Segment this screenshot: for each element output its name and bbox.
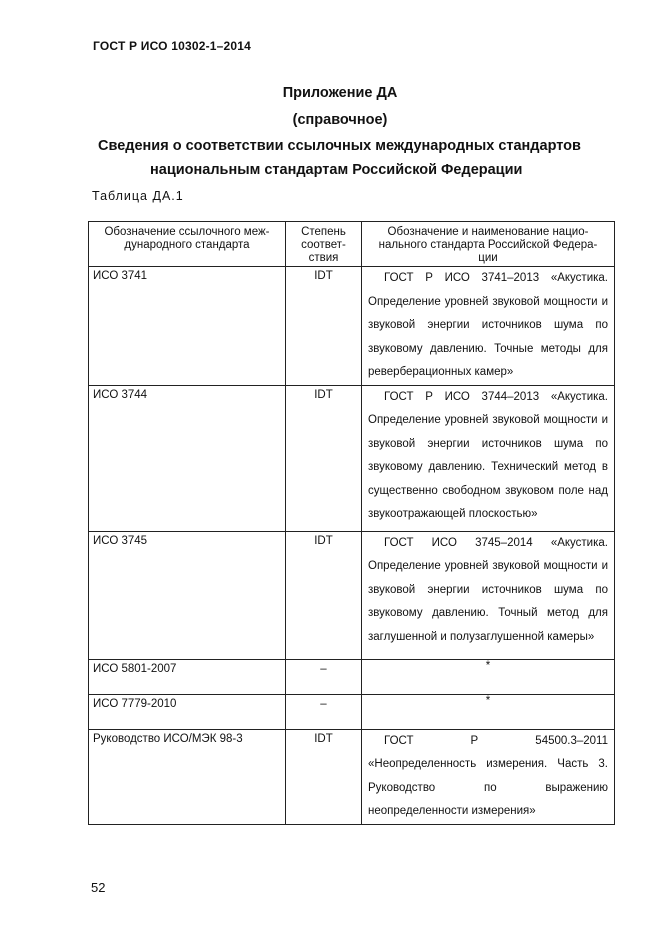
cell-degree: IDT bbox=[286, 729, 362, 824]
cell-national: * bbox=[362, 694, 615, 729]
appendix-heading-line-2: национальным стандартам Российской Федерации bbox=[150, 162, 523, 178]
cell-degree: IDT bbox=[286, 385, 362, 531]
table-row bbox=[89, 385, 615, 531]
correspondence-table bbox=[88, 221, 615, 825]
table-row bbox=[89, 531, 615, 659]
header-degree: Степень соответ- ствия bbox=[286, 222, 362, 267]
cell-degree: IDT bbox=[286, 531, 362, 659]
appendix-heading-line-1: Сведения о соответствии ссылочных международных стандартов bbox=[98, 138, 581, 154]
cell-code: ИСО 7779-2010 bbox=[89, 694, 286, 729]
cell-code: ИСО 3745 bbox=[89, 531, 286, 659]
cell-code: Руководство ИСО/МЭК 98-3 bbox=[89, 729, 286, 824]
cell-national: ГОСТ Р ИСО 3744–2013 «Акустика. Определение уровней звуковой мощности и звуковой энергии источников шума по звуковому давлению. Технический метод в существенно свободном звуковом поле над звукоотражающей плоскостью» bbox=[362, 385, 615, 531]
cell-national: * bbox=[362, 659, 615, 694]
table-row bbox=[89, 729, 615, 824]
page-number: 52 bbox=[91, 880, 106, 895]
cell-degree: – bbox=[286, 694, 362, 729]
header-national-standard: Обозначение и наименование нацио- нального стандарта Российской Федера- ции bbox=[362, 222, 615, 267]
cell-national: ГОСТ Р 54500.3–2011 «Неопределенность измерения. Часть 3. Руководство по выражению неопределенности измерения» bbox=[362, 729, 615, 824]
appendix-note: (справочное) bbox=[292, 112, 388, 128]
table-caption: Таблица ДА.1 bbox=[92, 189, 184, 203]
cell-national: ГОСТ Р ИСО 3741–2013 «Акустика. Определение уровней звуковой мощности и звуковой энергии источников шума по звуковому давлению. Точные методы для реверберационных камер» bbox=[362, 267, 615, 386]
cell-code: ИСО 3744 bbox=[89, 385, 286, 531]
document-id-header: ГОСТ Р ИСО 10302-1–2014 bbox=[93, 39, 252, 53]
header-international-standard: Обозначение ссылочного меж- дународного стандарта bbox=[89, 222, 286, 267]
cell-national: ГОСТ ИСО 3745–2014 «Акустика. Определение уровней звуковой мощности и звуковой энергии источников шума по звуковому давлению. Точный метод для заглушенной и полузаглушенной камеры» bbox=[362, 531, 615, 659]
cell-degree: IDT bbox=[286, 267, 362, 386]
table-row bbox=[89, 267, 615, 386]
cell-code: ИСО 3741 bbox=[89, 267, 286, 386]
table-row bbox=[89, 659, 615, 694]
table-row bbox=[89, 694, 615, 729]
cell-degree: – bbox=[286, 659, 362, 694]
cell-code: ИСО 5801-2007 bbox=[89, 659, 286, 694]
table-header-row bbox=[89, 222, 615, 267]
appendix-title: Приложение ДА bbox=[282, 85, 398, 101]
